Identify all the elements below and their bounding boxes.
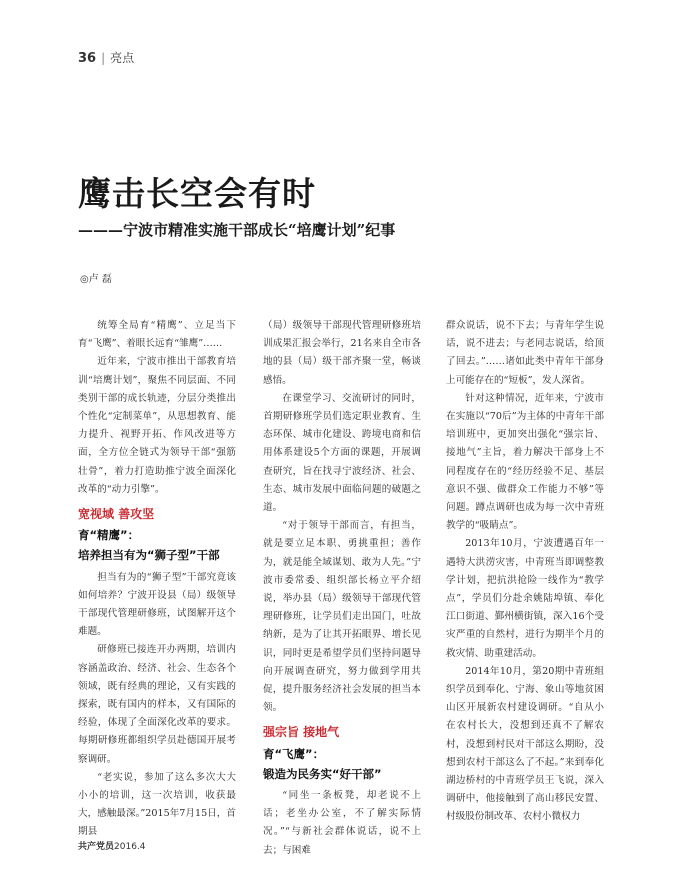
running-header — [78, 49, 134, 66]
issue-number: 2016.4 — [114, 842, 146, 852]
paragraph: “对于领导干部而言，有担当，就是要立足本职、勇挑重担；善作为，就是能全域谋划、敢为人先。”宁波市委常委、组织部长杨立平介绍说，举办县（局）级领导干部现代管理研修班，让学员们走出国门，吐故纳新，是为了让其开拓眼界、增长见识，同时更是希望学员们坚持问题导向开展调查研究，努力做到学用共促，提升服务经济社会发展的担当本领。 — [263, 520, 421, 714]
paragraph: 群众说话，说不下去；与青年学生说话，说不进去；与老同志说话，给顶了回去。”……诸如此类中青年干部身上可能存在的“短板”，发人深省。 — [446, 320, 604, 386]
section-heading: 宽视域 善攻坚 — [78, 507, 155, 522]
paragraph: 担当有为的“狮子型”干部究竟该如何培养？宁波开设县（局）级领导干部现代管理研修班，试图解开这个难题。 — [78, 571, 236, 638]
paragraph: “同坐一条板凳，却老说不上话；老坐办公室，不了解实际情况。”“与新社会群体说话，说不上去；与困难 — [263, 790, 421, 856]
paragraph: 针对这种情况，近年来，宁波市在实施以“70后”为主体的中青年干部培训班中，更加突出强化“强宗旨、接地气”主旨，着力解决干部身上不同程度存在的“经历经验不足、基层意识不强、做群众工作能力不够”等问题。蹲点调研也成为每一次中青班教学的“吸睛点”。 — [446, 392, 604, 532]
section-heading: 强宗旨 接地气 — [263, 725, 340, 740]
column-2 — [263, 317, 421, 860]
paragraph: “老实说，参加了这么多次大大小小的培训，这一次培训，收获最大，感触最深。”2015年7月15日，首期县 — [78, 771, 236, 838]
paragraph: 近年来，宁波市推出干部教育培训“培鹰计划”，聚焦不同层面、不同类别干部的成长轨迹，分层分类推出个性化“定制菜单”，从思想教育、能力提升、视野开拓、作风改进等方面，全方位全链式为领导干部“强筋壮骨”，着力打造助推宁波全面深化改革的“动力引擎”。 — [78, 356, 236, 495]
paragraph: 研修班已接连开办两期，培训内容涵盖政治、经济、社会、生态各个领域，既有经典的理论，又有实践的探索，既有国内的样本，又有国际的经验，体现了全面深化改革的要求。每期研修班都组织学员赴德国开展考察调研。 — [78, 644, 236, 765]
subheading: 锻造为民务实“好干部” — [263, 766, 382, 781]
page-footer — [78, 839, 146, 852]
paragraph: （局）级领导干部现代管理研修班培训成果汇报会举行，21名来自全市各地的县（局）级干部齐聚一堂，畅谈感悟。 — [263, 320, 421, 386]
article-title: 鹰击长空会有时 — [78, 174, 316, 213]
header-separator: | — [101, 51, 106, 65]
paragraph: 2013年10月，宁波遭遇百年一遇特大洪涝灾害，中青班当即调整教学计划，把抗洪抢险一线作为“教学点”，学员们分赴余姚陆埠镇、奉化江口街道、鄞州横街镇，深入16个受灾严重的自然村，进行为期半个月的救灾情、助重建活动。 — [446, 538, 604, 659]
page-number: 36 — [78, 51, 97, 66]
section-name: 亮点 — [110, 51, 135, 65]
subheading: 育“飞鹰”： — [263, 746, 325, 761]
subheading: 育“精鹰”： — [78, 528, 140, 543]
paragraph: 在课堂学习、交流研讨的同时，首期研修班学员们选定职业教育、生态环保、城市化建设、跨境电商和信用体系建设5个方面的课题，开展调查研究，旨在找寻宁波经济、社会、生态、城市发展中面临问题的破题之道。 — [263, 392, 421, 514]
paragraph: 统筹全局育“精鹰”、立足当下育“飞鹰”、着眼长远育“雏鹰”…… — [78, 320, 236, 350]
column-3 — [446, 317, 604, 827]
paragraph: 2014年10月，第20期中青班组织学员到奉化、宁海、象山等地贫困山区开展新农村建设调研。“自从小在农村长大，没想到还真不了解农村，没想到村民对干部这么期盼，没想到农村干部这么了不起。”来到奉化湖边桥村的中青班学员王飞说，深入调研中，他接触到了高山移民安置、村级股份制改革、农村小微权力 — [446, 665, 604, 823]
subheading: 培养担当有为“狮子型”干部 — [78, 548, 220, 563]
column-1 — [78, 317, 236, 842]
magazine-name: 共产党员 — [78, 842, 115, 852]
author-byline: ◎卢 磊 — [80, 274, 112, 285]
article-subtitle: ———宁波市精准实施干部成长“培鹰计划”纪事 — [78, 221, 396, 239]
